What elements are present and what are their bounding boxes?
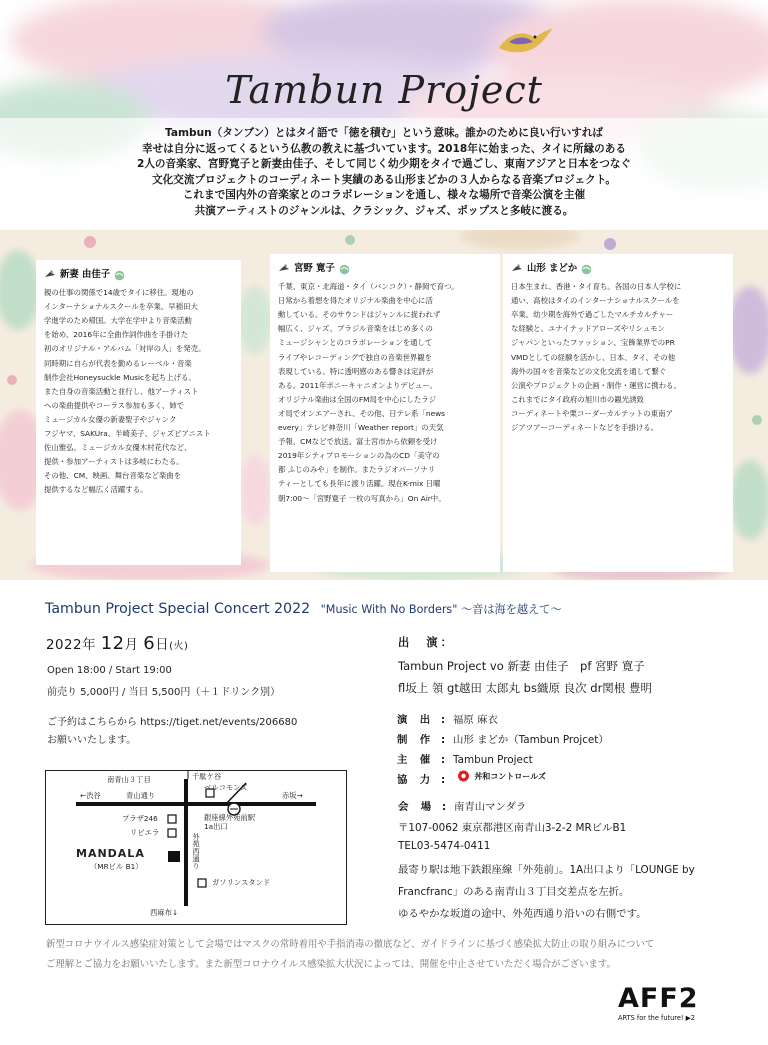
bio-line: 同時期に自らが代表を勤めるレーベル・音楽 bbox=[44, 358, 192, 368]
concert-time: Open 18:00 / Start 19:00 bbox=[47, 665, 172, 676]
venue-row: 会 場 : 南青山マンダラ bbox=[398, 798, 526, 813]
map-label: 外苑西通り bbox=[192, 833, 201, 870]
credit-row: 協 力 : 丼和コントロールズ bbox=[397, 772, 546, 786]
bio-line: ジャパンといったファッション、宝飾業界でのPR bbox=[511, 338, 675, 348]
member-name: 宮野 寛子 bbox=[294, 263, 335, 274]
bio-line: ある。2011年ポニーキャニオンよりデビュー。 bbox=[278, 380, 437, 390]
bio-line: オリジナル楽曲は全国のFM局を中心にしたラジ bbox=[278, 394, 437, 404]
leaf-globe-icon bbox=[114, 270, 125, 281]
bio-line: な経験と、ユナイテッドアローズやリシュモン bbox=[511, 324, 665, 334]
credit-label: 主 催 bbox=[397, 754, 432, 766]
credit-value: 福原 麻衣 bbox=[453, 714, 498, 726]
bio-line: また自身の音楽活動と並行し、他アーティスト bbox=[44, 386, 199, 396]
covid-notice bbox=[46, 935, 726, 975]
aff2-logo-mark: AFF2 bbox=[618, 983, 699, 1014]
bio-line: 卒業。幼少期を海外で過ごしたマルチカルチャー bbox=[511, 310, 674, 320]
intro-line: 幸せは自分に返ってくるという仏教の教えに基づいています。2018年に始まった、タイに所縁のある bbox=[142, 142, 626, 155]
intro-line: 共演アーティストのジャンルは、クラシック、ジャズ、ポップスと多岐に渡る。 bbox=[194, 204, 574, 217]
member-name-row bbox=[278, 262, 492, 276]
members-section bbox=[0, 230, 768, 580]
bio-line: VMDとしての経験を活かし、日本、タイ、その他 bbox=[511, 352, 676, 362]
date-day-suffix: 日 bbox=[155, 638, 170, 653]
member-name: 山形 まどか bbox=[527, 263, 578, 274]
bio-line: 朝7:00～「宮野寛子 一枚の写真から」On Air中。 bbox=[278, 493, 446, 503]
concert-subtitle: "Music With No Borders" 〜音は海を越えて〜 bbox=[320, 603, 562, 616]
member-card-niitsuma bbox=[36, 260, 241, 565]
bio-line: 提供するなど幅広く活躍する。 bbox=[44, 485, 148, 495]
credit-row: 演 出 : 福原 麻衣 bbox=[397, 711, 498, 726]
map-label: 青山通り bbox=[126, 791, 156, 800]
bio-line: オ局でオンエアーされ、その他、日テレ系「news bbox=[278, 408, 446, 418]
bio-line: 通い、高校はタイのインターナショナルスクールを bbox=[511, 296, 680, 306]
member-card-yamagata bbox=[503, 254, 733, 572]
map-label: ベルコモンズ bbox=[204, 783, 248, 792]
map-label: 1a出口 bbox=[204, 822, 228, 831]
bird-icon bbox=[44, 269, 56, 281]
date-weekday: (火) bbox=[169, 641, 189, 652]
bio-line: その他、CM、映画、舞台音楽など楽曲を bbox=[44, 471, 182, 481]
credit-value: 山形 まどか（Tambun Projcet） bbox=[453, 734, 609, 746]
venue-access: Francfranc」のある南青山３丁目交差点を左折。 bbox=[398, 886, 630, 898]
bio-line: 海外の国々を音楽などの文化交流を通して繋ぐ bbox=[511, 366, 667, 376]
map-label: 赤坂→ bbox=[282, 791, 303, 800]
bio-line: 動している。そのサウンドはジャンルに捉われず bbox=[278, 310, 441, 320]
intro-line: Tambun（タンブン）とはタイ語で「徳を積む」という意味。誰かのために良い行いすれば bbox=[164, 127, 604, 139]
venue-address: 〒107-0062 東京都港区南青山3-2-2 MRビルB1 bbox=[398, 822, 627, 834]
member-bio bbox=[278, 280, 492, 506]
member-name: 新妻 由佳子 bbox=[60, 269, 111, 280]
performers-line: Tambun Project vo 新妻 由佳子 pf 宮野 寛子 bbox=[398, 659, 645, 673]
bio-line: every」テレビ神奈川「Weather report」の天気 bbox=[278, 423, 444, 433]
member-name-row bbox=[44, 268, 233, 282]
bio-line: への楽曲提供やコーラス参加も多く、姉で bbox=[44, 400, 185, 410]
bio-line: を始め、2016年に全曲作詞作曲を手掛けた bbox=[44, 330, 189, 340]
bio-line: ジアツアーコーディネートなどを手掛ける。 bbox=[511, 423, 659, 433]
map-label: 南青山３丁目 bbox=[107, 775, 151, 784]
bio-line: 幅広く、ジャズ、ブラジル音楽をはじめ多くの bbox=[278, 324, 433, 334]
venue-access: ゆるやかな坂道の途中、外苑西通り沿いの右側です。 bbox=[398, 908, 647, 920]
map-label: （MRビル B1） bbox=[90, 862, 143, 871]
date-day: 6 bbox=[143, 633, 156, 654]
performers-heading: 出 演： bbox=[398, 636, 455, 649]
map-label: 銀座線外苑前駅 bbox=[204, 813, 256, 822]
venue-access: 最寄り駅は地下鉄銀座線「外苑前」。1A出口より「LOUNGE by bbox=[398, 864, 695, 876]
bio-line: インターナショナルスクールを卒業。早稲田大 bbox=[44, 302, 198, 312]
performers-line: fl坂上 領 gt越田 太郎丸 bs織原 良次 dr関根 豊明 bbox=[398, 681, 652, 695]
intro-line: 文化交流プロジェクトのコーディネート実績のある山形まどかの３人からなる音楽プロジェクト。 bbox=[152, 173, 616, 186]
concert-date bbox=[46, 633, 188, 654]
bio-line: 日本生まれ、香港・タイ育ち。各国の日本人学校に bbox=[511, 282, 682, 292]
bio-line: 予報、CMなどで放送。富士宮市から依頼を受け bbox=[278, 437, 438, 447]
map-venue-label: MANDALA bbox=[76, 847, 145, 860]
notice-line: 新型コロナウイルス感染症対策として会場ではマスクの常時着用や手指消毒の徹底など、ガイドラインに基づく感染拡大防止の取り組みについて bbox=[46, 939, 655, 950]
bio-line: 千葉、東京・北海道・タイ（バンコク）・静岡で育つ。 bbox=[278, 282, 459, 292]
leaf-globe-icon bbox=[339, 264, 350, 275]
date-year-suffix: 年 bbox=[82, 638, 96, 653]
bio-line: 都 ふじのみや」を制作。またラジオパーソナリ bbox=[278, 465, 436, 475]
sponsor-logo bbox=[456, 770, 546, 783]
notice-line: ご理解とご協力をお願いいたします。また新型コロナウイルス感染拡大状況によっては、開催を中止させていただく場合がございます。 bbox=[46, 959, 616, 970]
aff2-logo bbox=[618, 985, 730, 1027]
sponsor-name: 丼和コントロールズ bbox=[474, 772, 546, 781]
access-map bbox=[45, 770, 347, 925]
bio-line: 初のオリジナル・アルバム「対岸の人」を発売。 bbox=[44, 344, 206, 354]
bio-line: ミュージカル女優の新妻聖子やジャンク bbox=[44, 414, 177, 424]
map-label: 千駄ケ谷 bbox=[192, 772, 222, 781]
bird-icon bbox=[278, 263, 290, 275]
map-label: ←渋谷 bbox=[80, 791, 101, 800]
aff2-logo-tagline: ARTS for the future! ▶2 bbox=[618, 1014, 695, 1022]
member-bio bbox=[44, 286, 233, 497]
bio-line: コーディネートや栗コーダーカルテットの東南ア bbox=[511, 408, 673, 418]
intro-line: 2人の音楽家、宮野寛子と新妻由佳子、そして同じく幼少期をタイで過ごし、東南アジアと日本をつなぐ bbox=[136, 158, 632, 171]
bio-line: 佐山雅弘、ミュージカル女優木村花代など、 bbox=[44, 443, 192, 453]
page-title: Tambun Project bbox=[225, 68, 543, 112]
venue-label: 会 場 bbox=[398, 801, 433, 813]
bio-line: 2019年シティプロモーションの為のCD「美守の bbox=[278, 451, 440, 461]
reservation-link[interactable]: ご予約はこちらから https://tiget.net/events/206680 bbox=[47, 717, 298, 728]
credit-label: 協 力 bbox=[397, 774, 432, 786]
sponsor-mark-icon bbox=[456, 770, 471, 783]
bio-line: ミュージシャンとのコラボレーションを通して bbox=[278, 338, 433, 348]
bio-line: フジヤマ、SAKUra、半崎美子、ジャズピアニスト bbox=[44, 429, 211, 439]
venue-name: 南青山マンダラ bbox=[454, 801, 527, 813]
concert-title-main: Tambun Project Special Concert 2022 bbox=[45, 601, 311, 617]
member-name-row bbox=[511, 262, 725, 276]
date-month-suffix: 月 bbox=[124, 638, 139, 653]
map-label: リビエラ bbox=[130, 828, 160, 837]
credit-value: Tambun Project bbox=[453, 754, 533, 766]
intro-text bbox=[60, 126, 708, 220]
bird-icon bbox=[495, 22, 555, 62]
map-label: ガソリンスタンド bbox=[212, 878, 271, 887]
concert-price: 前売り 5,000円 / 当日 5,500円（＋１ドリンク別） bbox=[47, 687, 281, 698]
bio-line: 日常から着想を得たオリジナル楽曲を中心に活 bbox=[278, 296, 433, 306]
reservation-note: お願いいたします。 bbox=[47, 735, 137, 746]
intro-line: これまで国内外の音楽家とのコラボレーションを通し、様々な場所で音楽公演を主催 bbox=[182, 189, 586, 202]
member-bio bbox=[511, 280, 725, 435]
bio-line: ライブやレコーディングで独自の音楽世界観を bbox=[278, 352, 433, 362]
bio-line: 制作会社Honeysuckle Musicを起ち上げる。 bbox=[44, 372, 196, 382]
credit-row: 制 作 : 山形 まどか（Tambun Projcet） bbox=[397, 731, 609, 746]
concert-title bbox=[45, 601, 562, 617]
bio-line: これまでにタイ政府の旭川市の観光誘致 bbox=[511, 394, 644, 404]
header bbox=[0, 0, 768, 230]
venue-tel: TEL03-5474-0411 bbox=[398, 840, 491, 852]
map-label: プラザ246 bbox=[122, 814, 158, 823]
credit-label: 演 出 bbox=[397, 714, 432, 726]
map-label: 西麻布↓ bbox=[150, 908, 179, 917]
leaf-globe-icon bbox=[581, 264, 592, 275]
credit-row: 主 催 : Tambun Project bbox=[397, 751, 533, 766]
bio-line: 公演やプロジェクトの企画・制作・運営に携わる。 bbox=[511, 380, 681, 390]
bio-line: ティーとしても長年に渡り活躍。現在K-mix 日曜 bbox=[278, 479, 441, 489]
bio-line: 学進学のため帰国。大学在学中より音楽活動 bbox=[44, 316, 192, 326]
credit-label: 制 作 bbox=[397, 734, 432, 746]
bio-line: 提供・参加アーティストは多岐にわたる。 bbox=[44, 457, 184, 467]
bio-line: 親の仕事の関係で14歳でタイに移住。現地の bbox=[44, 288, 194, 298]
date-year: 2022 bbox=[46, 638, 83, 653]
member-card-miyano bbox=[270, 254, 500, 572]
bird-icon bbox=[511, 263, 523, 275]
bio-line: 表現している。特に透明感のある響きは定評が bbox=[278, 366, 434, 376]
date-month: 12 bbox=[100, 633, 125, 654]
